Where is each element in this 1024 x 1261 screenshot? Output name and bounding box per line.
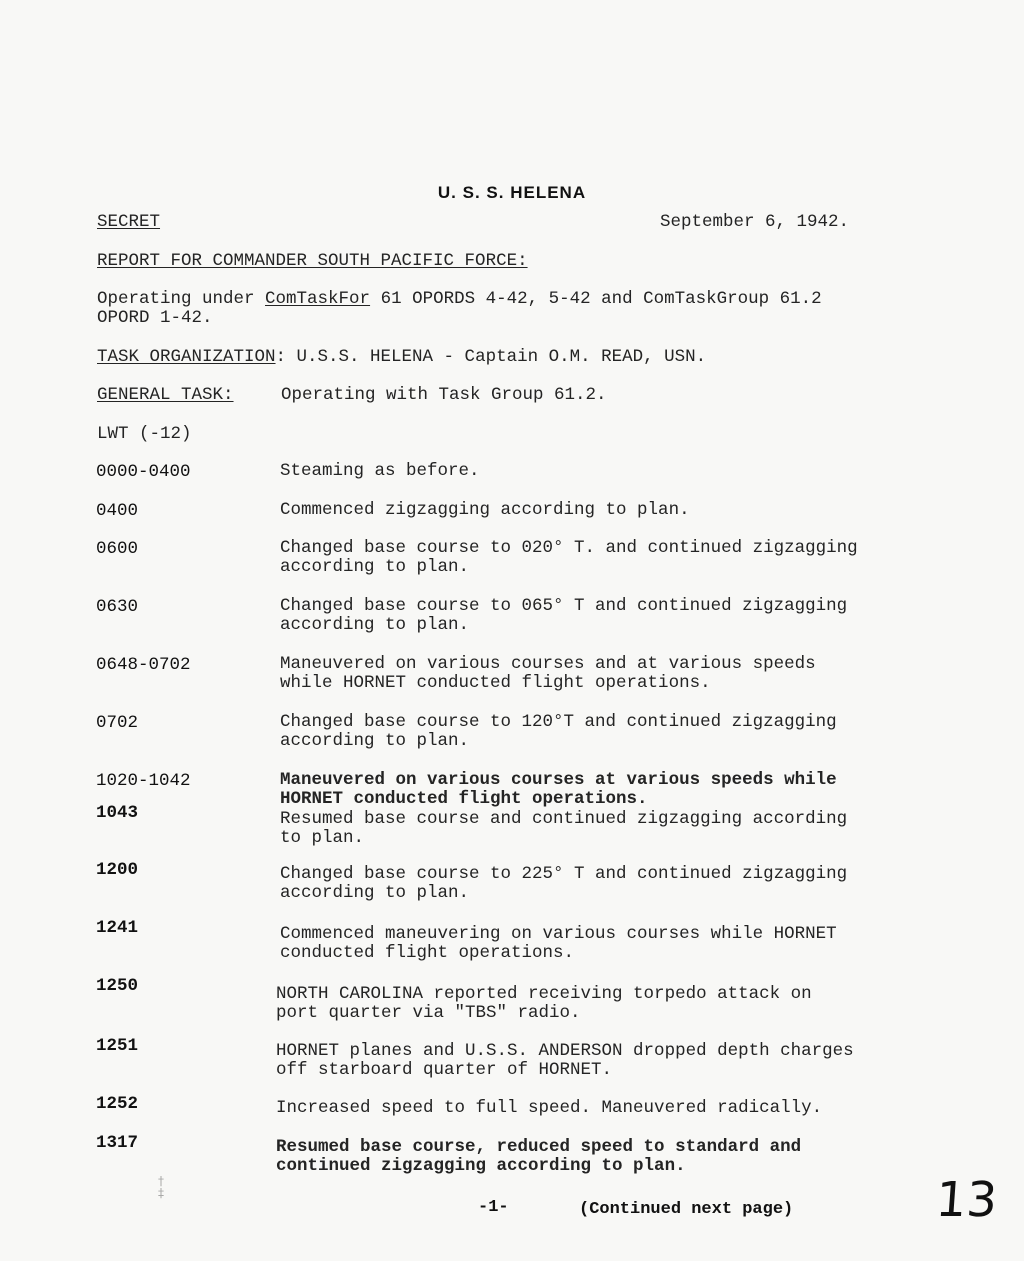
log-time: 1043 [96,803,139,823]
log-entry: Maneuvered on various courses at various speeds while HORNET conducted flight operations. [280,770,837,809]
log-entry: Resumed base course and continued zigzagging according to plan. [280,809,848,848]
report-title: REPORT FOR COMMANDER SOUTH PACIFIC FORCE: [97,251,528,271]
task-organization [97,347,706,367]
operating-orders: 61 OPORDS 4-42, 5-42 and ComTaskGroup 61.2 [370,289,822,309]
log-entry: Changed base course to 225° T and continued zigzagging according to plan. [280,864,848,903]
log-entry: Steaming as before. [280,461,480,481]
time-zone: LWT (-12) [97,424,192,444]
ink-smudge: † ‡ [158,1174,164,1200]
log-entry: HORNET planes and U.S.S. ANDERSON dropped depth charges off starboard quarter of HORNET. [276,1041,854,1080]
page-number: -1- [478,1198,509,1217]
log-time: 0000-0400 [96,462,191,482]
log-time: 1241 [96,918,139,938]
general-task-label: GENERAL TASK: [97,385,234,405]
log-time: 1252 [96,1094,139,1114]
log-entry: Changed base course to 120°T and continued zigzagging according to plan. [280,712,837,751]
task-organization-label: TASK ORGANIZATION [97,347,276,367]
log-time: 1250 [96,976,139,996]
classification-marking: SECRET [97,212,161,232]
log-time: 0702 [96,713,139,733]
operating-prefix: Operating under [97,289,266,309]
log-time: 1200 [96,860,139,880]
continued-note: (Continued next page) [579,1200,794,1219]
log-entry: Maneuvered on various courses and at various speeds while HORNET conducted flight operations. [280,654,816,693]
ship-title: U. S. S. HELENA [437,183,587,202]
task-organization-value: : U.S.S. HELENA - Captain O.M. READ, USN. [275,347,707,367]
operating-orders-line-2: OPORD 1-42. [97,308,213,328]
report-date: September 6, 1942. [660,212,850,232]
log-time: 0600 [96,539,139,559]
operating-orders-line-1 [97,289,822,309]
general-task-value: Operating with Task Group 61.2. [281,385,607,405]
log-time: 0400 [96,501,139,521]
log-time: 1317 [96,1133,139,1153]
handwritten-page-number: 13 [934,1172,1000,1228]
log-entry: Increased speed to full speed. Maneuvered radically. [276,1098,823,1118]
log-entry: NORTH CAROLINA reported receiving torpedo attack on port quarter via "TBS" radio. [276,984,812,1023]
log-entry: Changed base course to 065° T and continued zigzagging according to plan. [280,596,848,635]
log-entry: Resumed base course, reduced speed to standard and continued zigzagging according to plan. [276,1137,802,1176]
log-time: 0648-0702 [96,655,191,675]
log-entry: Changed base course to 020° T. and continued zigzagging according to plan. [280,538,858,577]
comtask-reference: ComTaskFor [265,289,371,309]
log-time: 1251 [96,1036,139,1056]
log-time: 0630 [96,597,139,617]
log-time: 1020-1042 [96,771,191,791]
log-entry: Commenced maneuvering on various courses while HORNET conducted flight operations. [280,924,837,963]
log-entry: Commenced zigzagging according to plan. [280,500,690,520]
